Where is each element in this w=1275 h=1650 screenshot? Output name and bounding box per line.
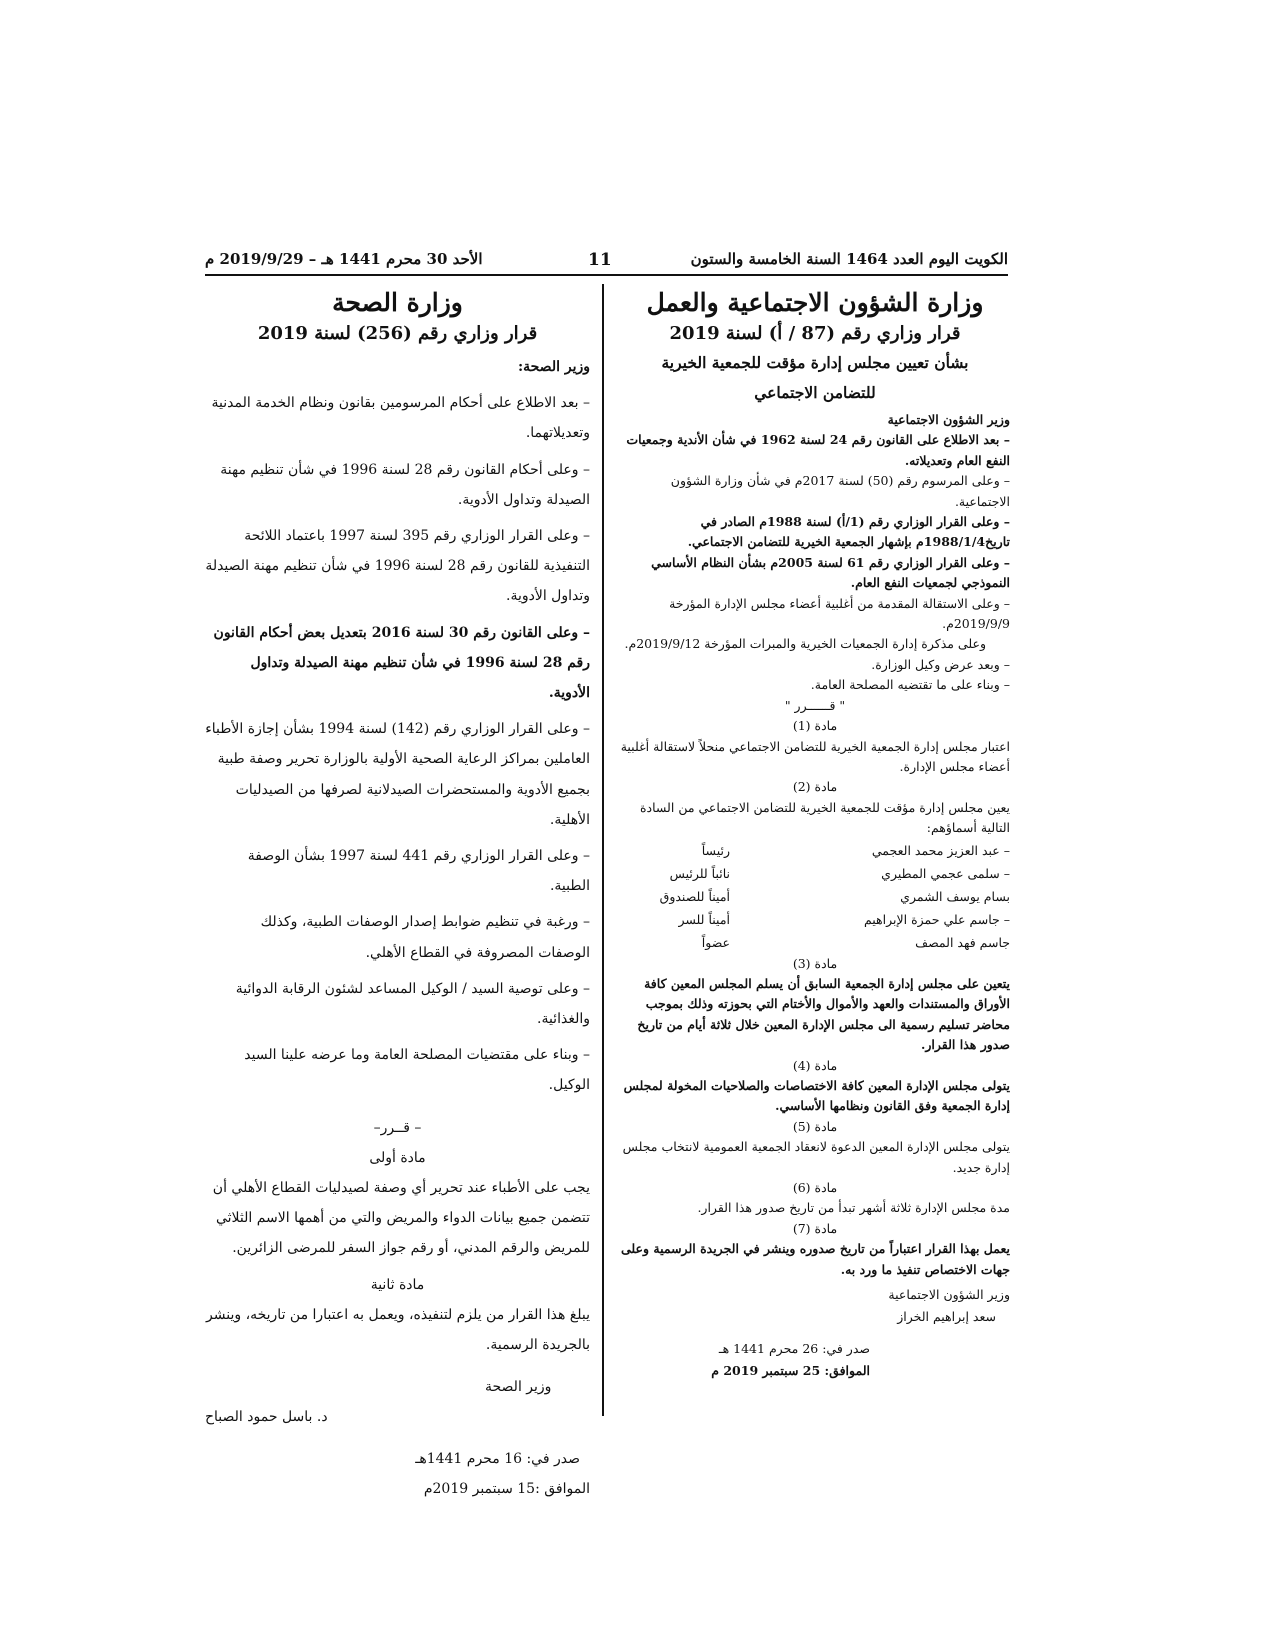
health-decision [205, 288, 590, 1504]
subject-line: للتضامن الاجتماعي [754, 383, 876, 402]
header-gazette-issue: الكويت اليوم العدد 1464 السنة الخامسة والستون [690, 250, 1008, 268]
recital: – وعلى القرار الوزاري رقم 61 لسنة 2005م بشأن النظام الأساسي النموذجي لجمعيات النفع العام. [651, 554, 1010, 591]
issuer: وزير الشؤون الاجتماعية [887, 412, 1010, 427]
recital: – وعلى الاستقالة المقدمة من أغلبية أعضاء مجلس الإدارة المؤرخة 2019/9/9م. [669, 595, 1010, 632]
member-position: عضواً [701, 934, 730, 950]
member-position: رئيساً [701, 842, 730, 858]
recital: – وبناء على ما تقتضيه المصلحة العامة. [810, 677, 1010, 693]
member-position: أميناً للصندوق [659, 888, 730, 904]
article-text: يجب على الأطباء عند تحرير أي وصفة لصيدليات القطاع الأهلي أن تتضمن جميع بيانات الدواء والمريض والتي من أهمها الاسم الثلاثي للمريض والرقم المدني، أو رقم جواز السفر للمرضى الزائرين. [212, 1180, 590, 1257]
decision-title: قرار وزاري رقم (256) لسنة 2019 [257, 323, 538, 344]
article-text: يعين مجلس إدارة مؤقت للجمعية الخيرية للتضامن الاجتماعي من السادة التالية أسماؤهم: [639, 799, 1010, 836]
board-member-row [620, 839, 1010, 862]
recital: – وبناء على مقتضيات المصلحة العامة وما عرضه علينا السيد الوكيل. [244, 1047, 590, 1094]
member-name: بسام يوسف الشمري [900, 888, 1010, 904]
recital: – وعلى القرار الوزاري رقم (142) لسنة 1994 بشأن إجازة الأطباء العاملين بمراكز الرعاية الصحية الأولية بالوزارة تحرير وصفة طبية بجميع الأدوية والمستحضرات الصيدلانية لصرفها من الصيدليات الأهلية. [205, 721, 590, 828]
board-member-row [620, 885, 1010, 908]
recital: وعلى مذكرة إدارة الجمعيات الخيرية والمبرات المؤرخة 2019/9/12م. [624, 636, 986, 652]
ministry-title: وزارة الصحة [332, 288, 463, 317]
recital: – وعلى القرار الوزاري رقم (1/أ) لسنة 1988م الصادر في تاريخ1988/1/4م بإشهار الجمعية الخيرية للتضامن الاجتماعي. [687, 514, 1010, 550]
board-member-row [620, 862, 1010, 885]
article-title: مادة ثانية [370, 1276, 425, 1293]
issued-date: صدر في: 16 محرم 1441هـ [415, 1451, 580, 1468]
signature-block [205, 1372, 590, 1432]
issue-date-block [620, 1338, 1010, 1382]
issued-date: صدر في: 26 محرم 1441 هـ [718, 1341, 870, 1357]
article-text: مدة مجلس الإدارة ثلاثة أشهر تبدأ من تاريخ صدور هذا القرار. [697, 1200, 1010, 1216]
board-member-row [620, 908, 1010, 931]
article-title: مادة (6) [792, 1180, 838, 1195]
article-title: مادة (5) [792, 1118, 838, 1134]
recital: – بعد الاطلاع على القانون رقم 24 لسنة 1962 في شأن الأندية وجمعيات النفع العام وتعديلاته. [626, 432, 1010, 468]
decides-heading: " قــــــرر " [784, 697, 846, 713]
recital: – ورغبة في تنظيم ضوابط إصدار الوصفات الطبية، وكذلك الوصفات المصروفة في القطاع الأهلي. [260, 914, 590, 961]
member-name: جاسم فهد المصف [915, 934, 1010, 950]
signature-name: سعد إبراهيم الخراز [897, 1309, 996, 1325]
article-text: يبلغ هذا القرار من يلزم لتنفيذه، ويعمل به اعتبارا من تاريخه، وينشر بالجريدة الرسمية. [206, 1306, 590, 1354]
social-affairs-decision [620, 288, 1010, 1382]
recital: – وعلى القانون رقم 30 لسنة 2016 بتعديل بعض أحكام القانون رقم 28 لسنة 1996 في شأن تنظيم مهنة الصيدلة وتداول الأدوية. [213, 624, 590, 702]
header-date: الأحد 30 محرم 1441 هـ – 2019/9/29 م [205, 250, 483, 268]
decides-heading: – قــرر– [373, 1119, 422, 1136]
article-title: مادة أولى [369, 1149, 426, 1166]
recital: – وعلى توصية السيد / الوكيل المساعد لشئون الرقابة الدوائية والغذائية. [235, 980, 590, 1028]
recital: – بعد الاطلاع على أحكام المرسومين بقانون ونظام الخدمة المدنية وتعديلاتهما. [211, 395, 590, 442]
recital: – وعلى القرار الوزاري رقم 395 لسنة 1997 باعتماد اللائحة التنفيذية للقانون رقم 28 لسنة 1996 في شأن تنظيم مهنة الصيدلة وتداول الأدوية. [205, 528, 590, 605]
recital: – وعلى أحكام القانون رقم 28 لسنة 1996 في شأن تنظيم مهنة الصيدلة وتداول الأدوية. [220, 461, 590, 508]
signature-block [620, 1284, 1010, 1328]
signature-title: وزير الصحة [485, 1379, 552, 1396]
decision-title: قرار وزاري رقم (87 / أ) لسنة 2019 [669, 323, 961, 344]
signature-title: وزير الشؤون الاجتماعية [888, 1287, 1010, 1303]
board-member-row [620, 931, 1010, 954]
article-title: مادة (7) [792, 1220, 838, 1236]
member-name: – سلمى عجمي المطيري [881, 865, 1010, 881]
decision-subject [620, 348, 1010, 408]
article-text: يتعين على مجلس إدارة الجمعية السابق أن يسلم المجلس المعين كافة الأوراق والمستندات والعهد والأموال والأختام التي بحوزته وذلك بموجب محاضر تسليم رسمية الى مجلس الإدارة المعين خلال ثلاثة أيام من تاريخ صدور هذا القرار. [637, 975, 1010, 1053]
recital: – وعلى القرار الوزاري رقم 441 لسنة 1997 بشأن الوصفة الطبية. [247, 848, 590, 895]
issue-date-block [205, 1444, 590, 1504]
subject-line: بشأن تعيين مجلس إدارة مؤقت للجمعية الخيرية [661, 353, 969, 372]
ministry-title: وزارة الشؤون الاجتماعية والعمل [646, 288, 984, 317]
article-text: يتولى مجلس الإدارة المعين كافة الاختصاصات والصلاحيات المخولة لمجلس إدارة الجمعية وفق القانون ونظامها الأساسي. [623, 1077, 1010, 1114]
member-position: أميناً للسر [678, 911, 730, 927]
article-text: يعمل بهذا القرار اعتباراً من تاريخ صدوره وينشر في الجريدة الرسمية وعلى جهات الاختصاص تنفيذ ما ورد به. [620, 1241, 1010, 1277]
column-divider [602, 284, 604, 1416]
article-title: مادة (3) [792, 955, 838, 971]
page-header [205, 248, 1008, 274]
corresponding-date: الموافق: 25 سبتمبر 2019 م [711, 1363, 870, 1379]
header-page-number: 11 [588, 250, 612, 270]
header-rule [205, 274, 1008, 276]
recital: – وعلى المرسوم رقم (50) لسنة 2017م في شأن وزارة الشؤون الاجتماعية. [670, 473, 1010, 509]
member-position: نائباً للرئيس [669, 865, 730, 881]
recital: – وبعد عرض وكيل الوزارة. [871, 656, 1010, 672]
article-title: مادة (1) [792, 718, 838, 734]
article-title: مادة (2) [792, 779, 838, 795]
board-members-list [620, 839, 1010, 954]
corresponding-date: الموافق :15 سبتمبر 2019م [423, 1481, 590, 1498]
article-title: مادة (4) [792, 1057, 838, 1073]
member-name: – عبد العزيز محمد العجمي [871, 842, 1010, 858]
issuer: وزير الصحة: [517, 359, 590, 375]
signature-name: د. باسل حمود الصباح [205, 1409, 328, 1426]
article-text: اعتبار مجلس إدارة الجمعية الخيرية للتضامن الاجتماعي منحلاً لاستقالة أغلبية أعضاء مجلس الإدارة. [620, 738, 1010, 774]
member-name: – جاسم علي حمزة الإبراهيم [863, 911, 1010, 927]
article-text: يتولى مجلس الإدارة المعين الدعوة لانعقاد الجمعية العمومية لانتخاب مجلس إدارة جديد. [622, 1139, 1010, 1175]
